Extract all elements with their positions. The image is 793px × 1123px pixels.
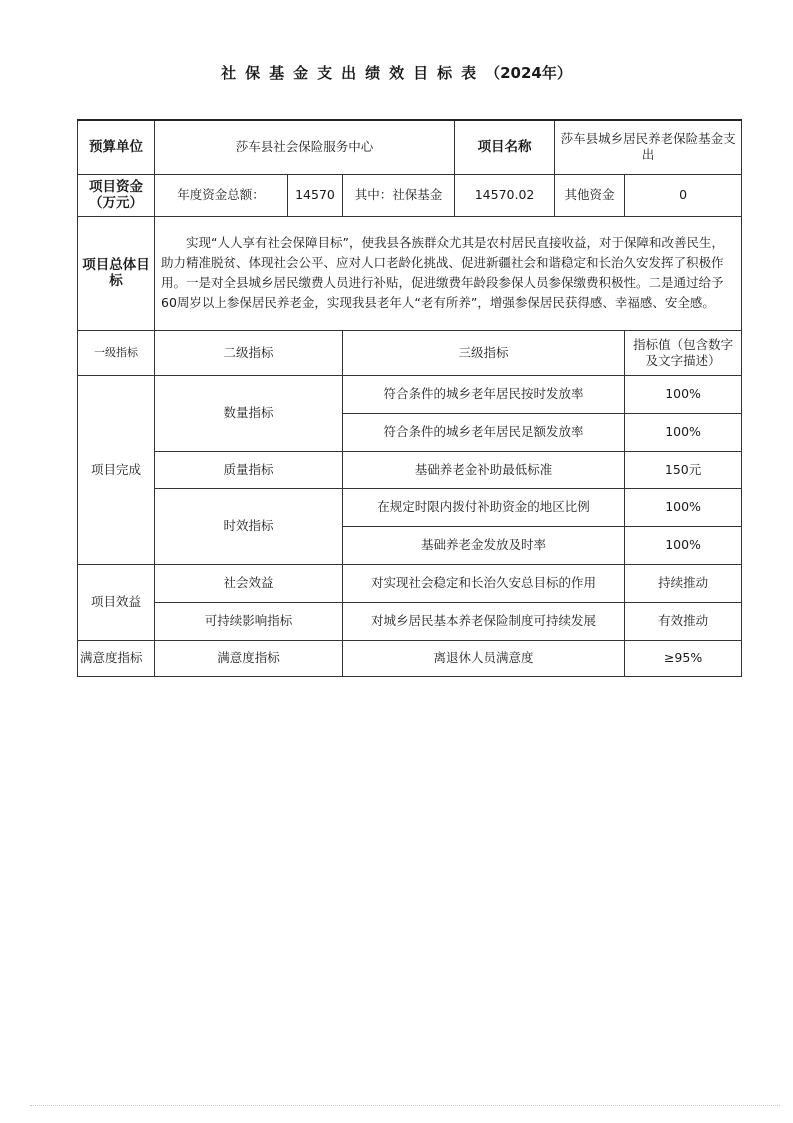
completion-label: 项目完成: [78, 375, 155, 564]
table-row: [78, 451, 742, 488]
satisfaction-row1-value: ≥95%: [625, 640, 742, 676]
title-text: 社保基金支出绩效目标表: [221, 64, 486, 82]
timeliness-row2-value: 100%: [625, 526, 742, 564]
quantity-row2-value: 100%: [625, 413, 742, 451]
title-year: （2024年）: [485, 64, 572, 82]
overall-goal-label: 项目总体目标: [78, 216, 155, 330]
quantity-row1-value: 100%: [625, 375, 742, 413]
quantity-row2-name: 符合条件的城乡老年居民足额发放率: [343, 413, 625, 451]
budget-unit-row: [78, 120, 742, 174]
benefit-label: 项目效益: [78, 564, 155, 640]
timeliness-row2-name: 基础养老金发放及时率: [343, 526, 625, 564]
project-name-label: 项目名称: [455, 120, 555, 174]
overall-goal-row: [78, 216, 742, 330]
timeliness-row1-value: 100%: [625, 488, 742, 526]
quantity-label: 数量指标: [155, 375, 343, 451]
timeliness-row1-name: 在规定时限内拨付补助资金的地区比例: [343, 488, 625, 526]
annual-total-value: 14570: [288, 174, 343, 216]
quantity-row1-name: 符合条件的城乡老年居民按时发放率: [343, 375, 625, 413]
social-row1-name: 对实现社会稳定和长治久安总目标的作用: [343, 564, 625, 602]
budget-unit-value: 莎车县社会保险服务中心: [155, 120, 455, 174]
project-funds-row: [78, 174, 742, 216]
sustain-row1-value: 有效推动: [625, 602, 742, 640]
header-level3: 三级指标: [343, 330, 625, 375]
indicator-header-row: [78, 330, 742, 375]
sustain-row1-name: 对城乡居民基本养老保险制度可持续发展: [343, 602, 625, 640]
table-row: [78, 488, 742, 526]
social-fund-value: 14570.02: [455, 174, 555, 216]
satisfaction-row1-name: 离退休人员满意度: [343, 640, 625, 676]
project-name-value: 莎车县城乡居民养老保险基金支出: [555, 120, 742, 174]
social-fund-label: 其中：社保基金: [343, 174, 455, 216]
other-funds-label: 其他资金: [555, 174, 625, 216]
satisfaction-l2-label: 满意度指标: [155, 640, 343, 676]
project-funds-label: 项目资金（万元）: [78, 174, 155, 216]
quality-row1-name: 基础养老金补助最低标准: [343, 451, 625, 488]
table-row: [78, 375, 742, 413]
header-level1: 一级指标: [78, 330, 155, 375]
table-row: [78, 640, 742, 676]
social-row1-value: 持续推动: [625, 564, 742, 602]
timeliness-label: 时效指标: [155, 488, 343, 564]
table-row: [78, 602, 742, 640]
page-bottom-rule: [30, 1105, 780, 1106]
other-funds-value: 0: [625, 174, 742, 216]
table-row: [78, 564, 742, 602]
satisfaction-l1-label: 满意度指标: [78, 640, 155, 676]
overall-goal-text: 实现“人人享有社会保障目标”，使我县各族群众尤其是农村居民直接收益，对于保障和改善民生，助力精准脱贫、体现社会公平、应对人口老龄化挑战、促进新疆社会和谐稳定和长治久安发挥了积极作用。一是对全县城乡居民缴费人员进行补贴，促进缴费年龄段参保人员参保缴费积极性。二是通过给予60周岁以上参保居民养老金，实现我县老年人“老有所养”，增强参保居民获得感、幸福感、安全感。: [155, 216, 742, 330]
header-level2: 二级指标: [155, 330, 343, 375]
performance-goal-table: [77, 119, 742, 677]
quality-row1-value: 150元: [625, 451, 742, 488]
social-label: 社会效益: [155, 564, 343, 602]
quality-label: 质量指标: [155, 451, 343, 488]
sustain-label: 可持续影响指标: [155, 602, 343, 640]
header-value: 指标值（包含数字及文字描述）: [625, 330, 742, 375]
page-title: [0, 62, 793, 83]
annual-total-label: 年度资金总额：: [155, 174, 288, 216]
budget-unit-label: 预算单位: [78, 120, 155, 174]
